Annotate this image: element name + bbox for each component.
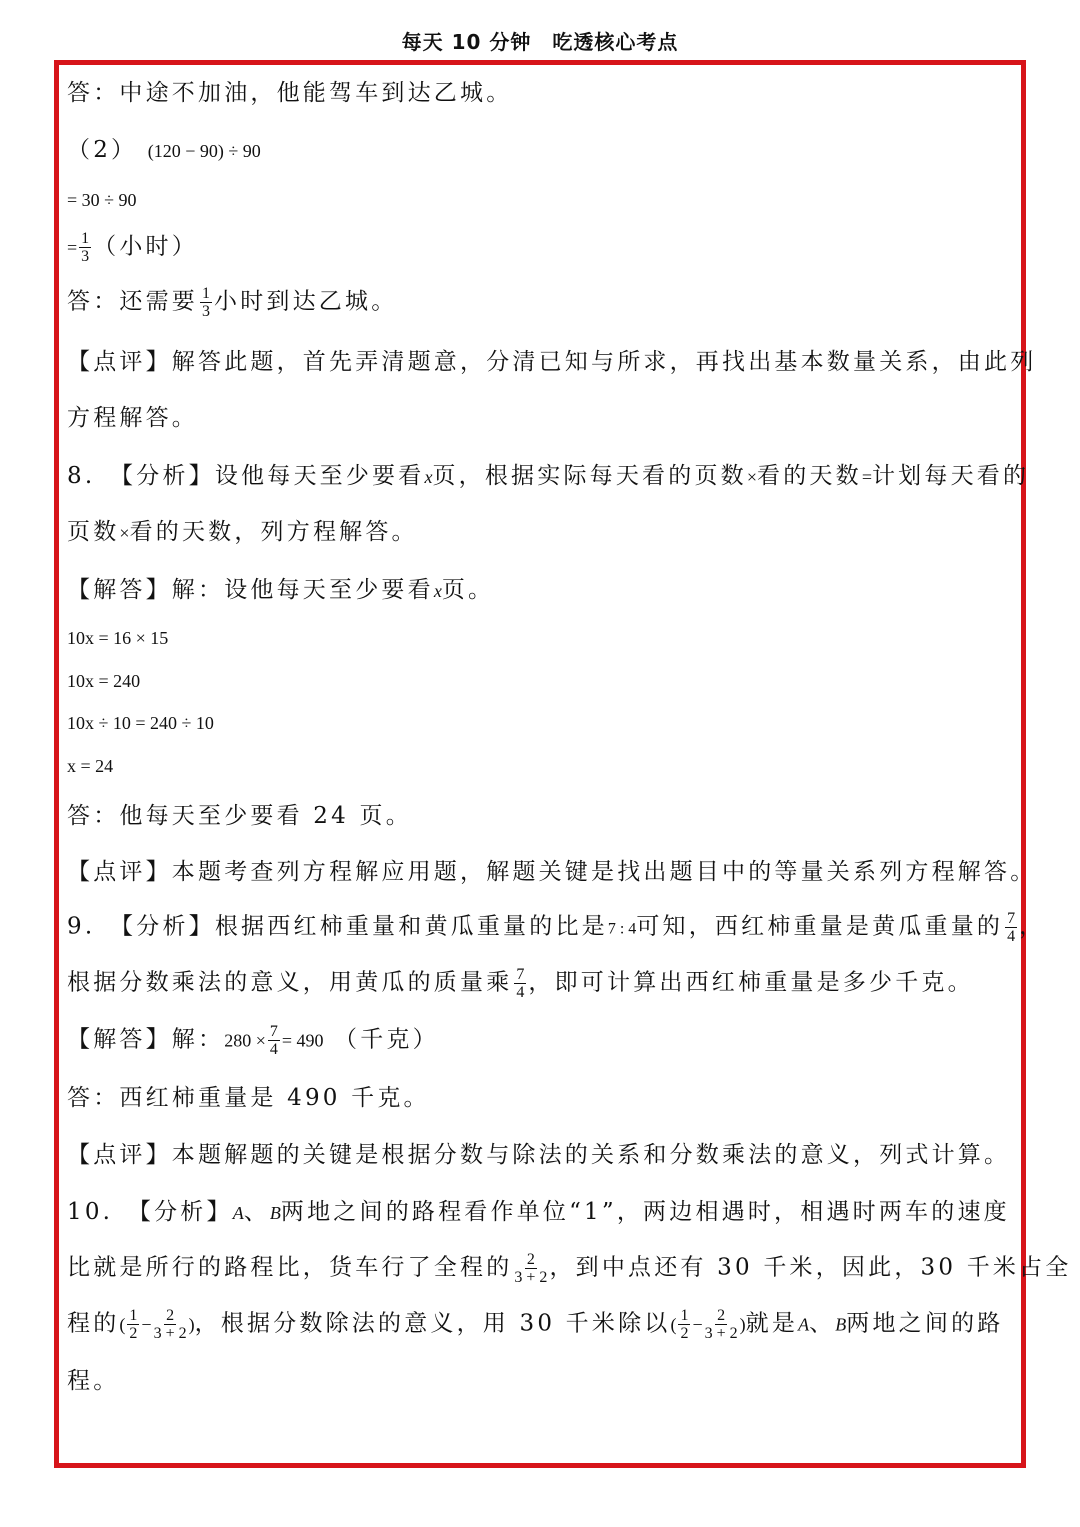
- text: 页数: [67, 519, 120, 545]
- q9-answer: 答：西红柿重量是 490 千克。: [67, 1085, 430, 1111]
- fraction: [154, 1307, 187, 1342]
- ratio: 7 : 4: [607, 920, 637, 938]
- numerator: 7: [1007, 910, 1016, 927]
- q9-solve: [67, 1023, 439, 1058]
- numerator: 1: [129, 1307, 138, 1324]
- denominator: 4: [269, 1041, 278, 1058]
- unit: （千克）: [334, 1026, 439, 1053]
- denominator: 3 + 2: [704, 1325, 738, 1342]
- text: 根据分数乘法的意义，用黄瓜的质量乘: [67, 969, 513, 996]
- q10-analysis-2: [67, 1251, 1072, 1286]
- q9-analysis-1: [67, 910, 1045, 945]
- text: 小时到达乙城。: [214, 288, 398, 315]
- equals: =: [861, 467, 872, 487]
- fraction: [268, 1023, 280, 1058]
- denominator: 4: [516, 984, 525, 1001]
- q10-analysis-4: 程。: [67, 1368, 120, 1394]
- q10-analysis-3: 程的( $\frac{1}{2}$ − $\frac{2}{3 + 2}$ )，根据分数除法的意义，用 30 千米除以( $\frac{1}{2}$ − $\frac{2}{3 + 2}$ )就是A、B两地之间的路: [67, 1307, 1004, 1342]
- fraction: [200, 285, 212, 320]
- q8-analysis-1: [67, 461, 1029, 492]
- variable: x: [433, 581, 442, 601]
- text: 比就是所行的路程比，货车行了全程的: [67, 1254, 513, 1281]
- q10-analysis-1: [67, 1197, 1010, 1228]
- q8-review: 【点评】本题考查列方程解应用题，解题关键是找出题目中的等量关系列方程解答。: [67, 859, 1037, 885]
- text: 10. 【分析】: [67, 1199, 233, 1225]
- point-b: B: [835, 1314, 847, 1335]
- fraction: [1005, 910, 1017, 945]
- times: ×: [746, 467, 758, 487]
- fraction: [79, 230, 91, 265]
- q8-answer: 答：他每天至少要看 24 页。: [67, 803, 412, 829]
- point-a: A: [798, 1314, 810, 1335]
- text: 9. 【分析】根据西红柿重量和黄瓜重量的比是: [67, 913, 608, 940]
- denominator: 3 + 2: [514, 1269, 548, 1286]
- text: 计划每天看的: [871, 463, 1030, 489]
- denominator: 3 + 2: [153, 1325, 187, 1342]
- q8-analysis-2: [67, 517, 418, 548]
- expression: 280 ×: [224, 1030, 266, 1051]
- fraction: [514, 1251, 547, 1286]
- text: 页。: [441, 577, 495, 603]
- fraction: [514, 966, 526, 1001]
- unit: （小时）: [93, 233, 198, 260]
- q7-review-2: 方程解答。: [67, 405, 198, 431]
- text: 可知，西红柿重量是黄瓜重量的: [636, 913, 1004, 940]
- denominator: 2: [680, 1325, 689, 1342]
- numerator: 1: [202, 285, 210, 302]
- fraction: [678, 1307, 690, 1342]
- numerator: 1: [680, 1307, 689, 1324]
- fraction: [127, 1307, 139, 1342]
- q8-eq-2: 10x = 240: [67, 671, 141, 691]
- text: 页，根据实际每天看的页数: [432, 463, 747, 489]
- text: ，即可计算出西红柿重量是多少千克。: [528, 969, 974, 996]
- text: 【解答】解：: [67, 1026, 225, 1053]
- q7-answer-2: [67, 285, 397, 320]
- variable: x: [424, 467, 433, 487]
- q9-analysis-2: [67, 966, 974, 1001]
- part-label: （2）: [67, 137, 138, 163]
- text: ，到中点还有 30 千米，因此，30 千米占全: [549, 1254, 1072, 1281]
- numerator: 2: [717, 1307, 726, 1324]
- q9-review: 【点评】本题解题的关键是根据分数与除法的关系和分数乘法的意义，列式计算。: [67, 1142, 1011, 1168]
- numerator: 2: [526, 1251, 535, 1268]
- text: 两地之间的路程看作单位“1”，两边相遇时，相遇时两车的速度: [280, 1199, 1010, 1225]
- times: ×: [119, 523, 130, 543]
- text: 程的: [67, 1310, 120, 1337]
- denominator: 3: [202, 303, 210, 320]
- denominator: 3: [81, 248, 90, 265]
- denominator: 2: [129, 1325, 138, 1342]
- q7-review-1: 【点评】解答此题，首先弄清题意，分清已知与所求，再找出基本数量关系，由此列: [67, 349, 1037, 375]
- point-a: A: [232, 1203, 244, 1223]
- text: 答：还需要: [67, 288, 198, 315]
- text: 看的天数: [757, 463, 862, 489]
- point-b: B: [269, 1203, 281, 1223]
- text: 8. 【分析】设他每天至少要看: [67, 463, 425, 489]
- equals: =: [67, 237, 78, 258]
- sep: 、: [809, 1310, 836, 1337]
- minus: −: [692, 1314, 703, 1335]
- q8-eq-1: 10x = 16 × 15: [67, 628, 169, 648]
- fraction: [705, 1307, 738, 1342]
- text: 【解答】解：设他每天至少要看: [67, 577, 434, 603]
- minus: −: [141, 1314, 152, 1335]
- text: 两地之间的路: [846, 1310, 1004, 1337]
- sep: 、: [243, 1199, 270, 1225]
- q7-step2: [67, 230, 198, 265]
- page-header-title: 每天 10 分钟 吃透核心考点: [401, 30, 679, 54]
- expression: = 490: [281, 1030, 324, 1051]
- text: 看的天数，列方程解答。: [129, 519, 418, 545]
- text: 就是: [745, 1310, 799, 1337]
- numerator: 2: [166, 1307, 175, 1324]
- text: ，根据分数除法的意义，用 30 千米除以: [194, 1310, 671, 1337]
- denominator: 4: [1007, 928, 1016, 945]
- q8-eq-3: 10x ÷ 10 = 240 ÷ 10: [67, 713, 214, 733]
- text: ，: [1019, 913, 1046, 940]
- numerator: 7: [269, 1023, 278, 1040]
- expression: (120 − 90) ÷ 90: [147, 141, 261, 161]
- q7-part2: [67, 135, 261, 166]
- q8-solve: [67, 575, 494, 606]
- numerator: 7: [516, 966, 525, 983]
- q7-step1: = 30 ÷ 90: [67, 190, 137, 210]
- q8-eq-4: x = 24: [67, 756, 114, 776]
- numerator: 1: [81, 230, 90, 247]
- q7-answer-1: 答：中途不加油，他能驾车到达乙城。: [67, 80, 513, 106]
